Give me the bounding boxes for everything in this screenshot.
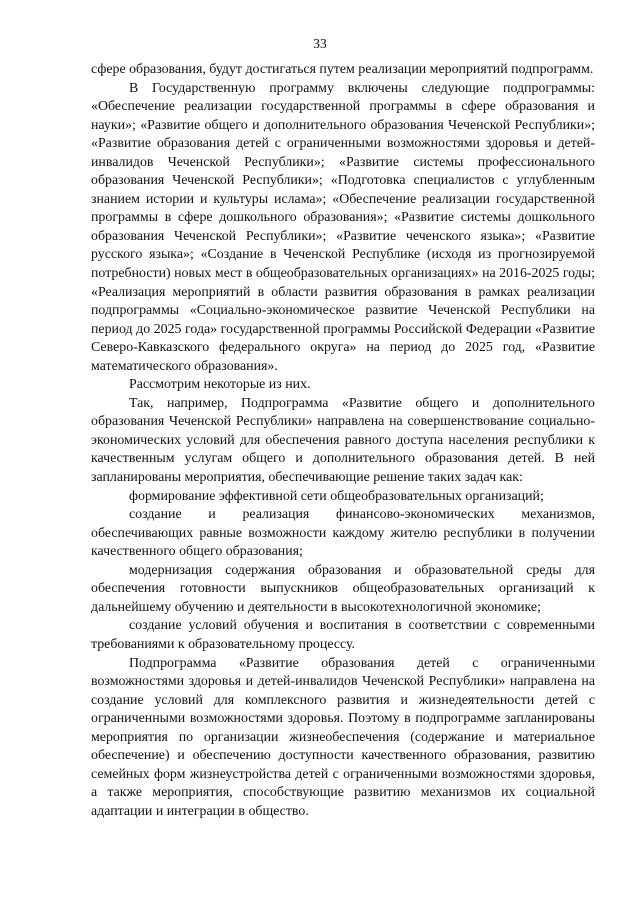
paragraph-consider-some: Рассмотрим некоторые из них. <box>129 377 311 393</box>
paragraph-general-education-subprogram: Так, например, Подпрограмма «Развитие общего и дополнительного образования Чеченской Республики» направлена на совершенствование социально-экономических условий для обеспечения равного доступа населения республики к качественным услугам общего и дополнительного образования детей. В ней запланированы мероприятия, обеспечивающие решение таких задач как: <box>91 395 595 486</box>
paragraph-disabled-children-subprogram: Подпрограмма «Развитие образования детей с ограниченными возможностями здоровья и детей-инвалидов Чеченской Республики» направлена на создание условий для комплексного развития и жизнедеятельности детей с ограниченными возможностями здоровья. Поэтому в подпрограмме запланированы мероприятия по организации жизнеобеспечения (содержание и материальное обеспечение) и обеспечению доступности качественного образования, развитию семейных форм жизнеустройства детей с ограниченными возможностями здоровья, а также мероприятия, способствующие развитию механизмов их социальной адаптации и интеграции в общество. <box>91 655 595 819</box>
paragraph-continuation: сфере образования, будут достигаться путем реализации мероприятий подпрограмм. <box>91 62 594 77</box>
page-number: 33 <box>313 36 327 51</box>
task-item-modernization: модернизация содержания образования и образовательной среды для обеспечения готовности выпускников общеобразовательных организаций к дальнейшему обучению и деятельности в высокотехнологичной экономике; <box>91 562 595 615</box>
task-item-conditions: создание условий обучения и воспитания в соответствии с современными требованиями к образовательному процессу. <box>91 618 595 652</box>
paragraph-subprograms-list: В Государственную программу включены следующие подпрограммы: «Обеспечение реализации государственной программы в сфере образования и науки»; «Развитие общего и дополнительного образования Чеченской Республики»; «Развитие образования детей с ограниченными возможностями здоровья и детей-инвалидов Чеченской Республики»; «Развитие системы профессионального образования Чеченской Республики»; «Подготовка специалистов с углубленным знанием истории и культуры ислама»; «Обеспечение реализации государственной программы в сфере дошкольного образования»; «Развитие системы дошкольного образования Чеченской Республики»; «Развитие чеченского языка»; «Развитие русского языка»; «Создание в Чеченской Республике (исходя из прогнозируемой потребности) новых мест в общеобразовательных организациях» на 2016-2025 годы; «Реализация мероприятий в области развития образования в рамках реализации подпрограммы «Социально-экономическое развитие Чеченской Республики на период до 2025 года» государственной программы Российской Федерации «Развитие Северо-Кавказского федерального округа» на период до 2025 год, «Развитие математического образования». <box>91 80 595 374</box>
task-item-mechanisms: создание и реализация финансово-экономических механизмов, обеспечивающих равные возможности каждому жителю республики в получении качественного общего образования; <box>91 507 595 560</box>
task-item-network: формирование эффективной сети общеобразовательных организаций; <box>129 488 544 504</box>
document-body <box>91 61 595 821</box>
